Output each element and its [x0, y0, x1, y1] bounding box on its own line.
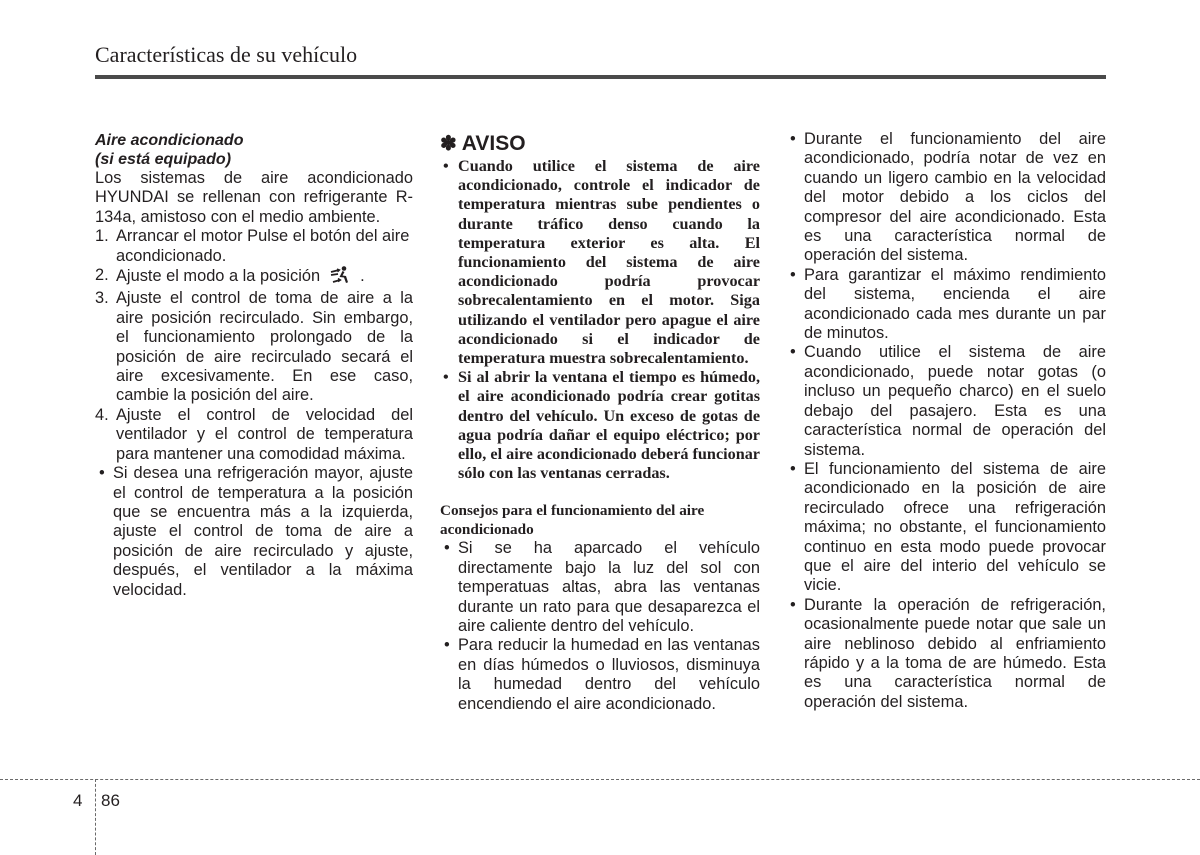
step-item [95, 406, 413, 464]
footer-dashed-rule [0, 779, 1200, 780]
bullet-item [786, 596, 1106, 712]
bullet-text: Durante la operación de refrigeración, ocasionalmente puede notar que sale un aire neblinoso debido al enfriamiento rápido y a la toma de are húmedo. Esta es una característica normal de operación del sistema. [804, 595, 1106, 711]
step-text: Ajuste el control de velocidad del ventilador y el control de temperatura para mantener una comodidad máxima. [116, 405, 413, 463]
bullet-text: El funcionamiento del sistema de aire acondicionado en la posición de aire recirculado ofrece una refrigeración máxima; no obstante, el funcionamiento continuo en esta modo puede provocar que el aire del interio del vehículo se vicie. [804, 459, 1106, 595]
tip-text: Si se ha aparcado el vehículo directamente bajo la luz del sol con temperatuas altas, abra las ventanas durante un rato para que desaparezca el aire caliente dentro del vehículo. [458, 539, 760, 636]
notice-text: Cuando utilice el sistema de aire acondicionado, controle el indicador de temperatura mientras sube pendientes o durante tráfico denso cuando la temperatura exterior es alta. El funcionamiento del sistema de aire acondicionado podría provocar sobrecalentamiento en el motor. Siga utilizando el ventilador pero apague el aire acondicionado si el indicador de temperatura muestra sobrecalentamiento. [458, 157, 760, 368]
tip-text: Para reducir la humedad en las ventanas en días húmedos o lluviosos, disminuya la humedad dentro del vehículo encendiendo el aire acondicionado. [458, 636, 760, 713]
section-subheading [95, 131, 413, 169]
notice-heading [440, 131, 760, 157]
bullet-marker: • [790, 459, 796, 478]
notice-item [440, 157, 760, 368]
step-number: 3. [95, 289, 109, 308]
bullet-text: Si desea una refrigeración mayor, ajuste el control de temperatura a la posición que se encuentra más a la izquierda, ajuste el control de toma de aire a posición de aire recirculado y ajuste, después, el ventilador a la máxima velocidad. [113, 464, 413, 599]
header-rule [95, 75, 1106, 79]
vent-floor-mode-icon [330, 266, 352, 289]
step-item [95, 266, 413, 289]
bullet-item [786, 343, 1106, 459]
asterisk-icon: ✽ [440, 133, 457, 155]
tips-list [440, 539, 760, 714]
bullet-item [786, 460, 1106, 596]
step-item [95, 227, 413, 266]
bullet-text: Para garantizar el máximo rendimiento del sistema, encienda el aire acondicionado cada mes durante un par de minutos. [804, 265, 1106, 343]
step-text: Arrancar el motor Pulse el botón del aire acondicionado. [116, 227, 410, 265]
notice-item [440, 368, 760, 483]
notice-title: AVISO [461, 132, 526, 155]
bullet-marker: • [444, 636, 450, 655]
tip-item [440, 539, 760, 636]
bullet-marker: • [790, 595, 796, 614]
step-number: 1. [95, 227, 109, 246]
subheading-line-2: (si está equipado) [95, 151, 232, 168]
bullet-text: Cuando utilice el sistema de aire acondicionado, puede notar gotas (o incluso un pequeño charco) en el suelo debajo del pasajero. Esta es una característica normal de operación del sistema. [804, 343, 1106, 459]
step-number: 2. [95, 266, 109, 285]
step-text: Ajuste el control de toma de aire a la aire posición recirculado. Sin embargo, el funcionamiento prolongado de la posición de aire recirculado secará el aire excesivamente. En ese caso, cambie la posición del aire. [116, 289, 413, 405]
footer-dashed-divider [95, 779, 96, 855]
column-right [786, 130, 1106, 712]
column-left [95, 130, 413, 600]
bullet-item [95, 464, 413, 600]
step-item [95, 289, 413, 405]
step-text [116, 266, 413, 289]
notice-text: Si al abrir la ventana el tiempo es húmedo, el aire acondicionado podría crear gotitas dentro del vehículo. Un exceso de gotas de agua podría dañar el equipo eléctrico; por ello, el aire acondicionado deberá funcionar sólo con las ventanas cerradas. [458, 368, 760, 483]
bullet-marker: • [790, 343, 796, 362]
bullet-text: Durante el funcionamiento del aire acondicionado, podría notar de vez en cuando un ligero cambio en la velocidad del motor debido a los ciclos del compresor del aire acondicionado. Esta es una característica normal de operación del sistema. [804, 130, 1106, 265]
bullet-marker: • [444, 539, 450, 558]
bullet-marker: • [443, 368, 449, 387]
bullet-item [786, 266, 1106, 344]
chapter-number: 4 [73, 791, 83, 810]
bullet-marker: • [443, 157, 449, 175]
bullet-marker: • [99, 464, 105, 483]
tips-heading: Consejos para el funcionamiento del aire acondicionado [440, 502, 705, 539]
page-number: 86 [101, 791, 120, 810]
column-middle [440, 130, 760, 714]
bullet-marker: • [790, 265, 796, 284]
subheading-line-1: Aire acondicionado [95, 132, 244, 149]
notice-body [440, 157, 760, 483]
bullet-item [786, 130, 1106, 266]
step-text-after-icon: . [360, 267, 365, 286]
tip-item [440, 636, 760, 714]
page-header-title: Características de su vehículo [95, 42, 358, 67]
step-number: 4. [95, 405, 109, 424]
step-text-before-icon: Ajuste el modo a la posición [116, 267, 321, 286]
bullet-marker: • [790, 130, 796, 148]
intro-paragraph: Los sistemas de aire acondicionado HYUNDAI se rellenan con refrigerante R-134a, amistoso con el medio ambiente. [95, 169, 413, 226]
